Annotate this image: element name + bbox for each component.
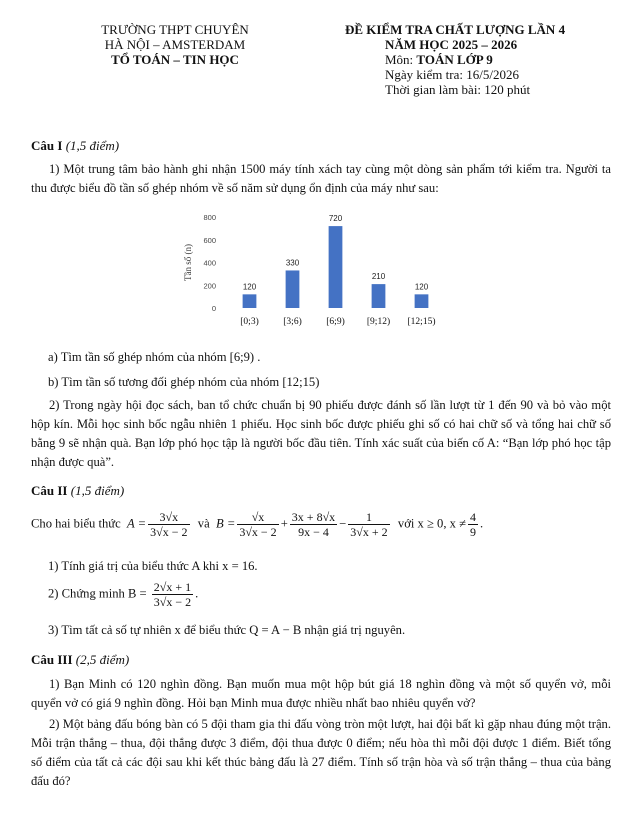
chart-bar [372, 284, 386, 308]
question-1-item-b: b) Tìm tần số tương đối ghép nhóm của nhóm [12;15) [48, 375, 320, 389]
y-tick-label: 0 [211, 304, 216, 313]
question-1-part-1-text: 1) Một trung tâm bảo hành ghi nhận 1500 máy tính xách tay cùng một dòng sản phẩm tới kiểm tra. Người ta thu được biểu đồ tần số ghép nhóm về số năm sử dụng ổn định của máy như sau: [31, 162, 611, 195]
question-1-label: Câu I [31, 138, 63, 153]
school-name-line2: HÀ NỘI – AMSTERDAM [104, 37, 246, 52]
prove-den: 3√x − 2 [153, 595, 192, 609]
minus-sign: − [339, 516, 347, 531]
condition-fraction [468, 510, 478, 539]
subject-value: TOÁN LỚP 9 [416, 52, 493, 67]
question-2-item-3: 3) Tìm tất cả số tự nhiên x để biểu thức Q = A − B nhận giá trị nguyên. [48, 623, 406, 637]
question-1-item-a: a) Tìm tần số ghép nhóm của nhóm [6;9) . [48, 350, 261, 364]
question-1-title [31, 138, 119, 154]
question-2-item-1: 1) Tính giá trị của biểu thức A khi x = 16. [48, 559, 258, 573]
expr-and: và [197, 516, 210, 531]
question-3-points: (2,5 điểm) [75, 652, 130, 667]
expr-intro: Cho hai biểu thức [31, 516, 121, 531]
expression-definition [31, 510, 483, 539]
expr-a-numerator: 3√x [148, 510, 189, 525]
expr-b-term2-den: 9x − 4 [298, 525, 329, 539]
question-2-item-2 [48, 580, 198, 609]
school-name-line1: TRƯỜNG THPT CHUYÊN [101, 22, 249, 37]
plus-sign: + [280, 516, 288, 531]
question-1-points: (1,5 điểm) [65, 138, 120, 153]
expr-b-term3-den: 3√x + 2 [350, 525, 388, 539]
y-tick-label: 800 [203, 213, 216, 222]
prove-num: 2√x + 1 [153, 580, 192, 594]
expr-condition: với x ≥ 0, x ≠ [397, 516, 466, 531]
question-1-part-2-text: 2) Trong ngày hội đọc sách, ban tổ chức chuẩn bị 90 phiếu được đánh số lần lượt từ 1 đến 90 và bỏ vào một hộp kín. Mỗi học sinh bốc ngẫu nhiên 1 phiếu. Học sinh bốc được phiếu ghi số có hai chữ số và tổng hai chữ số bằng 9 sẽ nhận quà. Bạn lớp phó học tập là người bốc đầu tiên. Tính xác suất của biến cố A: “Bạn lớp phó học tập nhận được quà”. [31, 398, 611, 469]
question-3-title [31, 652, 129, 668]
frequency-bar-chart [178, 205, 448, 335]
question-3-part-1-text: 1) Bạn Minh có 120 nghìn đồng. Bạn muốn mua một hộp bút giá 18 nghìn đồng và một số quyển vở, mỗi quyển vở có giá 9 nghìn đồng. Hỏi bạn Minh mua được nhiều nhất bao nhiêu quyển vở? [31, 677, 611, 710]
bar-value-label: 120 [242, 282, 257, 292]
expr-a-denominator: 3√x − 2 [150, 525, 188, 539]
chart-bar [415, 294, 429, 308]
expr-b-term1-den: 3√x − 2 [239, 525, 277, 539]
expr-b-label: B = [215, 516, 236, 531]
expr-b-term3-num: 1 [348, 510, 389, 525]
school-header [60, 22, 290, 67]
y-tick-label: 400 [203, 258, 216, 268]
x-category-label: [0;3) [240, 317, 259, 327]
question-3-label: Câu III [31, 652, 73, 667]
chart-bar [329, 226, 343, 308]
prove-fraction [152, 580, 193, 609]
expr-b-term1 [237, 510, 278, 539]
expr-b-term3 [348, 510, 389, 539]
exam-duration: Thời gian làm bài: 120 phút [385, 82, 531, 97]
expr-b-term2-num: 3x + 8√x [291, 510, 336, 524]
chart-bar [286, 270, 300, 308]
x-category-label: [12;15) [407, 317, 436, 327]
bar-value-label: 210 [371, 272, 386, 282]
condition-end: . [479, 516, 484, 531]
exam-header [345, 22, 635, 97]
bar-value-label: 120 [414, 282, 429, 292]
bar-value-label: 720 [328, 214, 343, 224]
expr-b-term2 [290, 510, 337, 539]
question-2-points: (1,5 điểm) [70, 483, 125, 498]
exam-title: ĐỀ KIỂM TRA CHẤT LƯỢNG LẦN 4 [345, 22, 566, 37]
subject-line [345, 52, 635, 67]
question-2-label: Câu II [31, 483, 68, 498]
prove-text: 2) Chứng minh B = [48, 586, 147, 601]
department-name: TỔ TOÁN – TIN HỌC [111, 52, 239, 67]
condition-den: 9 [469, 525, 476, 539]
prove-end: . [195, 586, 199, 601]
school-year: NĂM HỌC 2025 – 2026 [385, 37, 518, 52]
y-tick-label: 200 [203, 281, 216, 291]
y-axis-title: Tần số (n) [183, 244, 193, 281]
expr-a-fraction [148, 510, 189, 539]
expr-a-label: A = [127, 516, 147, 531]
x-category-label: [6;9) [326, 317, 345, 327]
expr-b-term1-num: √x [237, 510, 278, 525]
subject-label: Môn: [385, 52, 417, 67]
y-tick-label: 600 [203, 235, 216, 245]
x-category-label: [9;12) [366, 317, 391, 327]
question-3-part-2-text: 2) Một bảng đấu bóng bàn có 5 đội tham gia thi đấu vòng tròn một lượt, hai đội bất kì gặp nhau đúng một trận. Mỗi trận thắng – thua, đội thắng được 3 điểm, đội thua được 0 điểm; nếu hòa thì mỗi đội được 1 điểm. Biết tổng số điểm của tất cả các đội sau khi kết thúc bảng đấu là 27 điểm. Tính số trận hòa và số trận thắng – thua của bảng đấu đó? [31, 717, 611, 788]
exam-date: Ngày kiểm tra: 16/5/2026 [385, 67, 519, 82]
x-category-label: [3;6) [283, 317, 302, 327]
chart-bar [243, 294, 257, 308]
condition-num: 4 [469, 510, 476, 524]
bar-value-label: 330 [285, 258, 300, 268]
question-2-title [31, 483, 124, 499]
